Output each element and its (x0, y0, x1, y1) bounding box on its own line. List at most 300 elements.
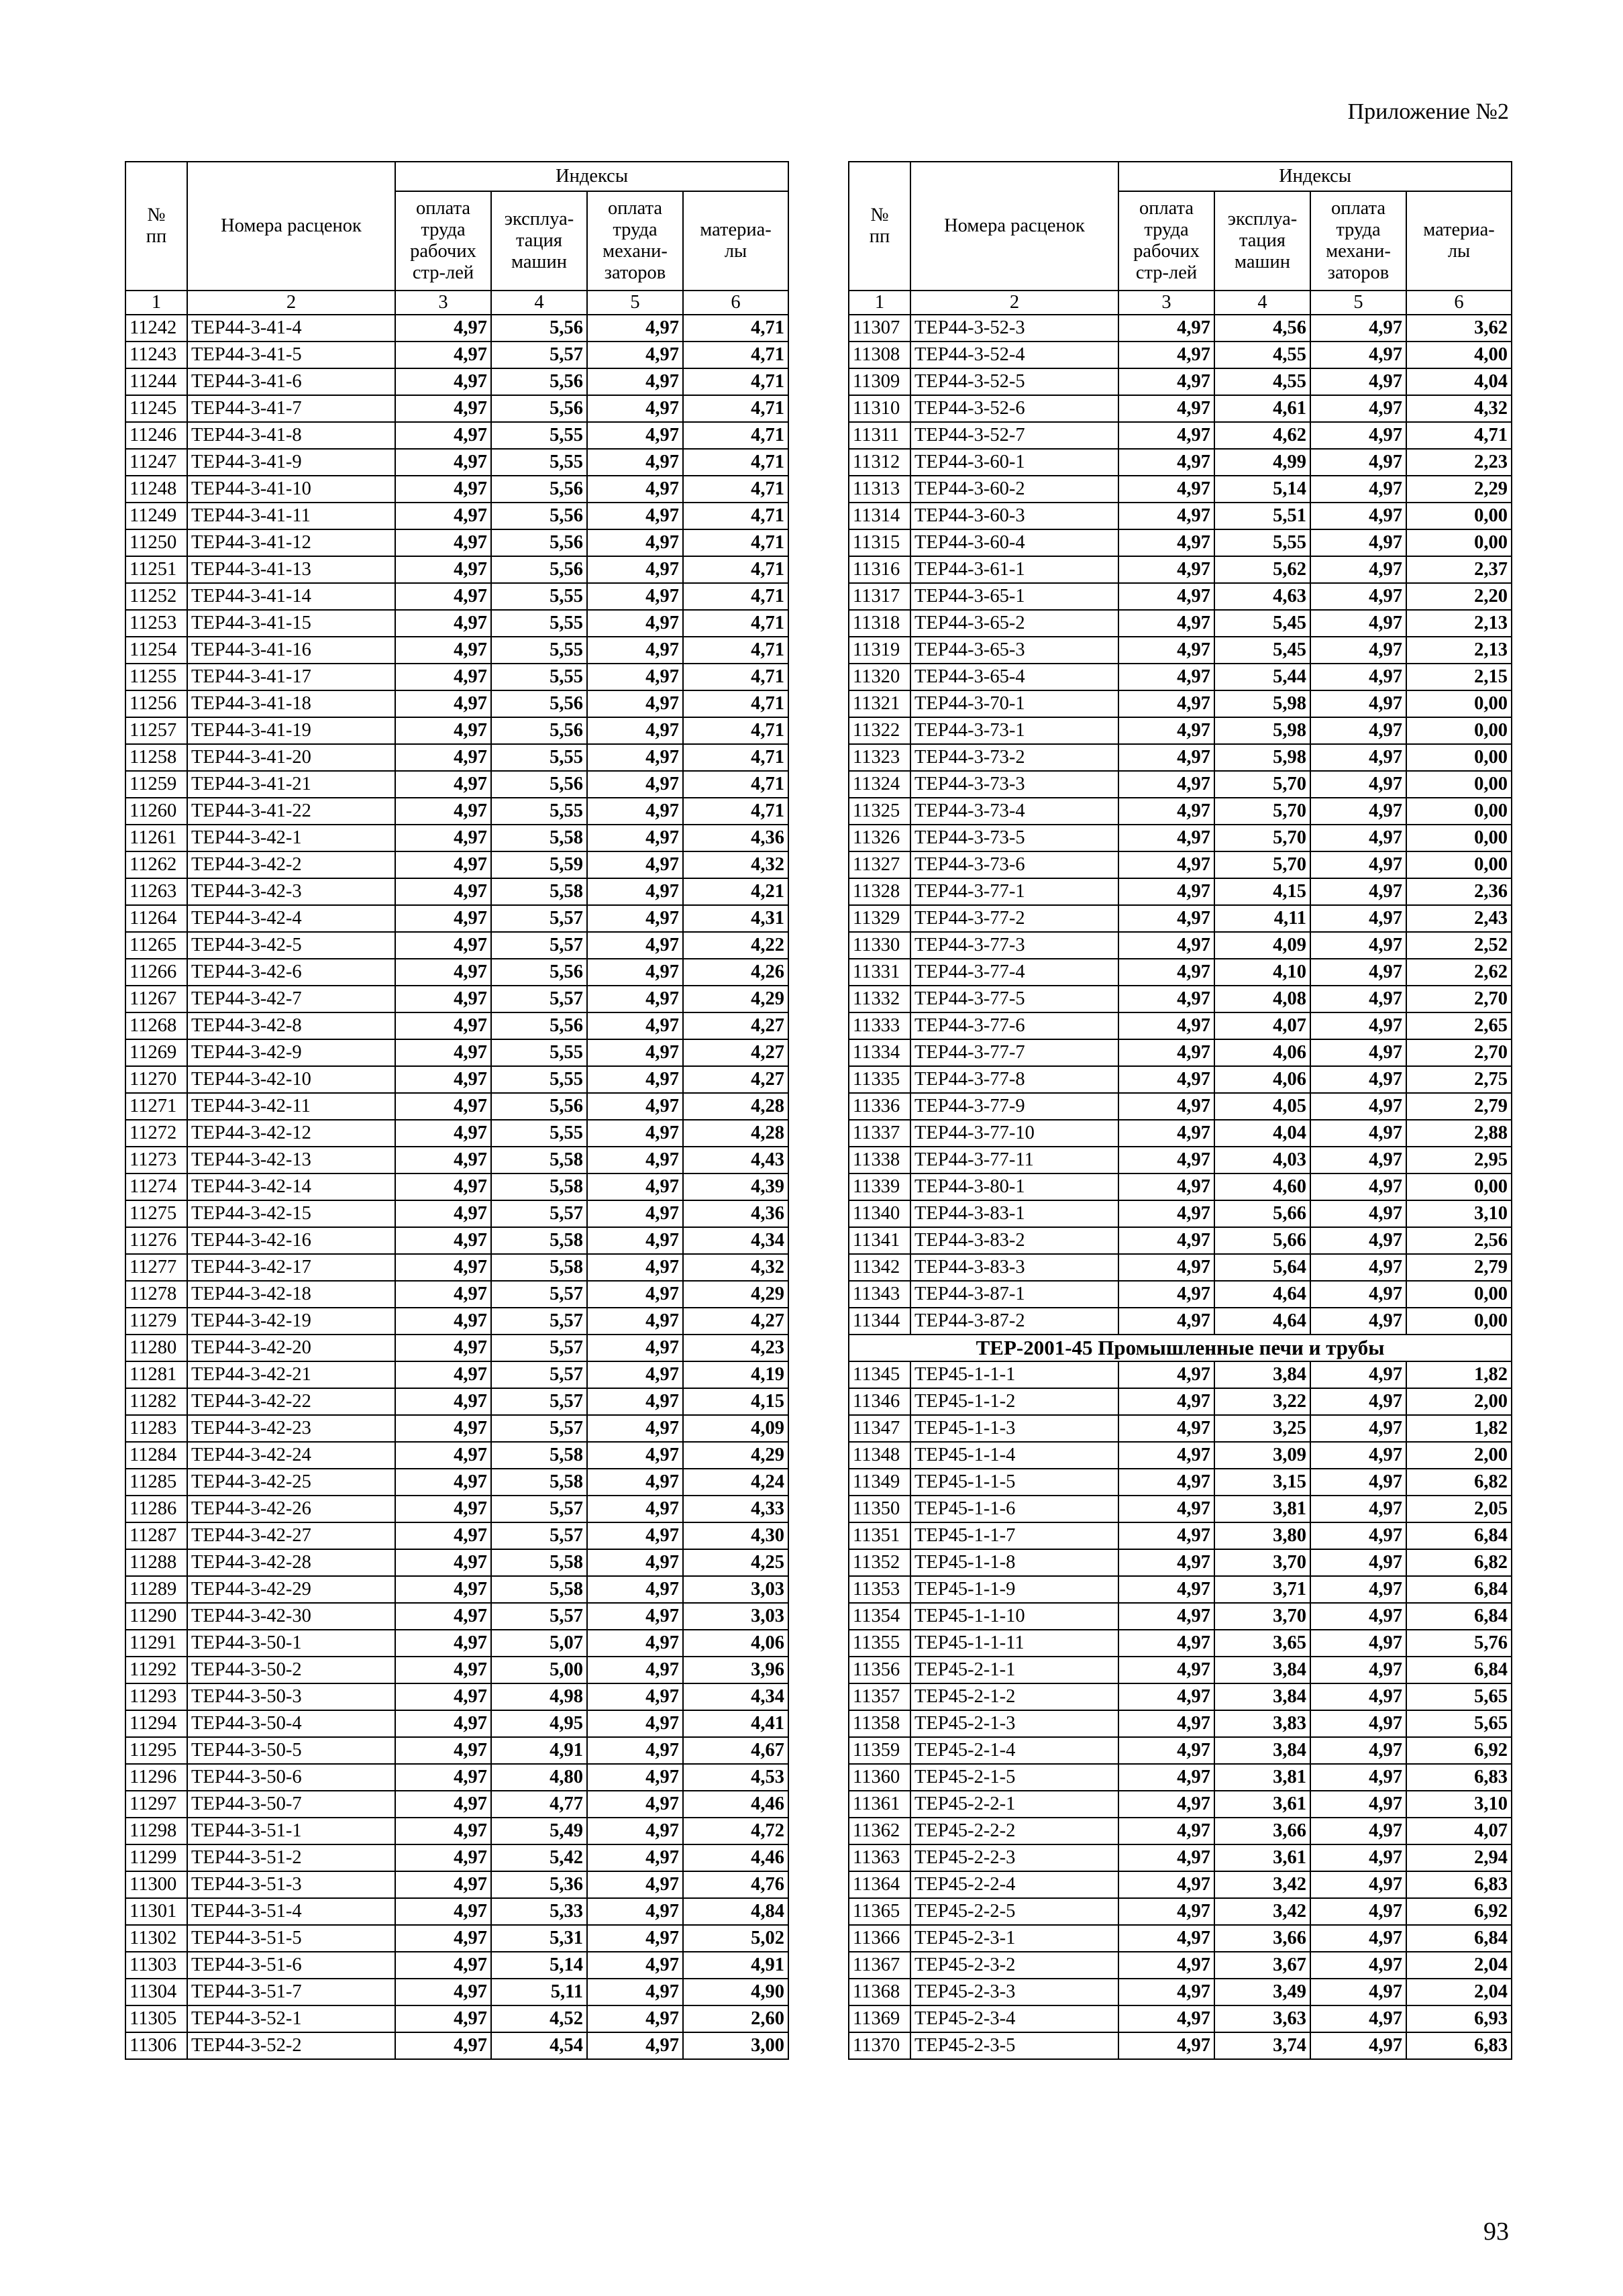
row-number: 11349 (849, 1469, 910, 1496)
index-table-left (125, 161, 789, 2060)
labor-machinists-index: 4,97 (587, 690, 683, 717)
table-row (125, 1200, 788, 1227)
row-number: 11336 (849, 1093, 910, 1120)
rate-code: ТЕР44-3-73-1 (910, 717, 1118, 744)
materials-index: 4,29 (683, 1442, 788, 1469)
machine-index: 5,57 (491, 1603, 587, 1630)
labor-machinists-index: 4,97 (1310, 1576, 1406, 1603)
table-row (125, 1173, 788, 1200)
labor-workers-index: 4,97 (1118, 1200, 1214, 1227)
table-row (849, 529, 1512, 556)
table-row (125, 1093, 788, 1120)
rate-code: ТЕР45-2-1-3 (910, 1710, 1118, 1737)
row-number: 11356 (849, 1657, 910, 1683)
row-number: 11267 (125, 986, 187, 1012)
machine-index: 5,56 (491, 771, 587, 798)
row-number: 11359 (849, 1737, 910, 1764)
rate-code: ТЕР44-3-41-6 (187, 368, 395, 395)
table-row (125, 932, 788, 959)
materials-index: 4,71 (683, 395, 788, 422)
table-row (125, 771, 788, 798)
row-number: 11255 (125, 664, 187, 690)
labor-workers-index: 4,97 (1118, 959, 1214, 986)
header-code (910, 162, 1118, 291)
table-row (125, 1737, 788, 1764)
rate-code: ТЕР44-3-42-11 (187, 1093, 395, 1120)
section-header-group (849, 1335, 1512, 1361)
labor-machinists-index: 4,97 (587, 2005, 683, 2032)
machine-index: 4,95 (491, 1710, 587, 1737)
labor-workers-index: 4,97 (395, 1335, 491, 1361)
table-row (125, 476, 788, 503)
labor-workers-index: 4,97 (395, 771, 491, 798)
header-machine-operation (491, 191, 587, 291)
row-number: 11302 (125, 1925, 187, 1952)
machine-index: 4,80 (491, 1764, 587, 1791)
rate-code: ТЕР44-3-42-7 (187, 986, 395, 1012)
materials-index: 2,13 (1406, 610, 1512, 637)
left-table-body (125, 315, 788, 2059)
materials-index: 2,00 (1406, 1388, 1512, 1415)
rate-code: ТЕР44-3-65-2 (910, 610, 1118, 637)
materials-index: 4,71 (683, 664, 788, 690)
machine-index: 3,63 (1214, 2005, 1310, 2032)
rate-code: ТЕР44-3-52-6 (910, 395, 1118, 422)
machine-index: 4,03 (1214, 1147, 1310, 1173)
rate-code: ТЕР44-3-87-1 (910, 1281, 1118, 1308)
row-number: 11345 (849, 1361, 910, 1388)
materials-index: 2,15 (1406, 664, 1512, 690)
row-number: 11256 (125, 690, 187, 717)
table-row (849, 2032, 1512, 2059)
machine-index: 5,98 (1214, 690, 1310, 717)
labor-workers-index: 4,97 (395, 1871, 491, 1898)
labor-machinists-index: 4,97 (1310, 878, 1406, 905)
materials-index: 4,71 (683, 583, 788, 610)
rate-code: ТЕР44-3-51-7 (187, 1979, 395, 2005)
rate-code: ТЕР44-3-73-5 (910, 825, 1118, 851)
row-number: 11304 (125, 1979, 187, 2005)
table-row (125, 1496, 788, 1522)
labor-machinists-index: 4,97 (1310, 1496, 1406, 1522)
materials-index: 4,22 (683, 932, 788, 959)
labor-machinists-index: 4,97 (1310, 798, 1406, 825)
table-row (125, 664, 788, 690)
machine-index: 5,55 (491, 637, 587, 664)
row-number: 11347 (849, 1415, 910, 1442)
row-number: 11252 (125, 583, 187, 610)
rate-code: ТЕР44-3-41-17 (187, 664, 395, 690)
row-number: 11318 (849, 610, 910, 637)
row-number: 11309 (849, 368, 910, 395)
labor-machinists-index: 4,97 (587, 583, 683, 610)
machine-index: 5,49 (491, 1818, 587, 1844)
machine-index: 5,70 (1214, 771, 1310, 798)
row-number: 11299 (125, 1844, 187, 1871)
materials-index: 2,56 (1406, 1227, 1512, 1254)
labor-workers-index: 4,97 (1118, 1254, 1214, 1281)
labor-workers-index: 4,97 (1118, 932, 1214, 959)
row-number: 11276 (125, 1227, 187, 1254)
table-row (849, 1496, 1512, 1522)
materials-index: 6,84 (1406, 1657, 1512, 1683)
column-number: 2 (187, 291, 395, 315)
machine-index: 5,55 (491, 422, 587, 449)
labor-workers-index: 4,97 (1118, 986, 1214, 1012)
machine-index: 4,98 (491, 1683, 587, 1710)
machine-index: 3,66 (1214, 1818, 1310, 1844)
row-number: 11246 (125, 422, 187, 449)
machine-index: 4,64 (1214, 1281, 1310, 1308)
labor-machinists-index: 4,97 (587, 1952, 683, 1979)
table-row (849, 583, 1512, 610)
labor-machinists-index: 4,97 (1310, 851, 1406, 878)
materials-index: 4,39 (683, 1173, 788, 1200)
materials-index: 3,10 (1406, 1200, 1512, 1227)
row-number: 11307 (849, 315, 910, 342)
materials-index: 6,84 (1406, 1522, 1512, 1549)
rate-code: ТЕР44-3-42-12 (187, 1120, 395, 1147)
labor-machinists-index: 4,97 (1310, 1630, 1406, 1657)
rate-code: ТЕР44-3-42-30 (187, 1603, 395, 1630)
rate-code: ТЕР44-3-83-3 (910, 1254, 1118, 1281)
materials-index: 4,25 (683, 1549, 788, 1576)
machine-index: 5,55 (491, 1120, 587, 1147)
table-row (849, 1308, 1512, 1335)
labor-workers-index: 4,97 (1118, 1871, 1214, 1898)
row-number: 11271 (125, 1093, 187, 1120)
materials-index: 4,71 (683, 315, 788, 342)
materials-index: 4,28 (683, 1120, 788, 1147)
table-row (125, 1549, 788, 1576)
rate-code: ТЕР44-3-42-9 (187, 1039, 395, 1066)
column-number: 3 (1118, 291, 1214, 315)
header-num-text: № пп (869, 205, 890, 247)
labor-workers-index: 4,97 (1118, 1442, 1214, 1469)
labor-machinists-index: 4,97 (1310, 503, 1406, 529)
materials-index: 2,79 (1406, 1254, 1512, 1281)
table-row (125, 315, 788, 342)
column-number: 6 (1406, 291, 1512, 315)
labor-workers-index: 4,97 (1118, 476, 1214, 503)
rate-code: ТЕР44-3-42-26 (187, 1496, 395, 1522)
labor-workers-index: 4,97 (395, 878, 491, 905)
table-row (849, 422, 1512, 449)
table-row (849, 449, 1512, 476)
rate-code: ТЕР45-2-3-2 (910, 1952, 1118, 1979)
labor-machinists-index: 4,97 (1310, 2005, 1406, 2032)
materials-index: 5,02 (683, 1925, 788, 1952)
table-row (125, 1066, 788, 1093)
table-row (849, 1818, 1512, 1844)
rate-code: ТЕР44-3-65-3 (910, 637, 1118, 664)
materials-index: 4,71 (683, 717, 788, 744)
materials-index: 2,29 (1406, 476, 1512, 503)
table-row (849, 905, 1512, 932)
table-row (125, 825, 788, 851)
machine-index: 3,84 (1214, 1657, 1310, 1683)
labor-workers-index: 4,97 (1118, 717, 1214, 744)
labor-workers-index: 4,97 (1118, 1522, 1214, 1549)
materials-index: 2,05 (1406, 1496, 1512, 1522)
table-row (125, 422, 788, 449)
machine-index: 5,36 (491, 1871, 587, 1898)
labor-workers-index: 4,97 (395, 1844, 491, 1871)
labor-workers-index: 4,97 (1118, 1120, 1214, 1147)
labor-machinists-index: 4,97 (587, 1120, 683, 1147)
machine-index: 5,56 (491, 395, 587, 422)
column-number: 5 (1310, 291, 1406, 315)
labor-workers-index: 4,97 (1118, 690, 1214, 717)
labor-machinists-index: 4,97 (587, 932, 683, 959)
materials-index: 4,72 (683, 1818, 788, 1844)
materials-index: 4,27 (683, 1039, 788, 1066)
machine-index: 5,11 (491, 1979, 587, 2005)
labor-machinists-index: 4,97 (1310, 1603, 1406, 1630)
table-row (125, 1361, 788, 1388)
table-row (125, 1227, 788, 1254)
machine-index: 5,57 (491, 932, 587, 959)
labor-machinists-index: 4,97 (587, 395, 683, 422)
row-number: 11254 (125, 637, 187, 664)
labor-machinists-index: 4,97 (587, 1898, 683, 1925)
materials-index: 4,04 (1406, 368, 1512, 395)
table-row (849, 1898, 1512, 1925)
rate-code: ТЕР44-3-83-2 (910, 1227, 1118, 1254)
row-number: 11282 (125, 1388, 187, 1415)
labor-workers-index: 4,97 (395, 529, 491, 556)
materials-index: 5,76 (1406, 1630, 1512, 1657)
table-row (125, 1469, 788, 1496)
machine-index: 3,65 (1214, 1630, 1310, 1657)
labor-machinists-index: 4,97 (1310, 1925, 1406, 1952)
row-number: 11354 (849, 1603, 910, 1630)
machine-index: 5,58 (491, 1254, 587, 1281)
rate-code: ТЕР44-3-77-1 (910, 878, 1118, 905)
table-row (125, 798, 788, 825)
table-row (125, 1898, 788, 1925)
materials-index: 5,65 (1406, 1710, 1512, 1737)
row-number: 11287 (125, 1522, 187, 1549)
labor-workers-index: 4,97 (395, 1737, 491, 1764)
rate-code: ТЕР44-3-42-25 (187, 1469, 395, 1496)
materials-index: 1,82 (1406, 1415, 1512, 1442)
materials-index: 0,00 (1406, 1281, 1512, 1308)
machine-index: 5,56 (491, 1012, 587, 1039)
materials-index: 4,71 (683, 449, 788, 476)
index-table-right (848, 161, 1512, 2060)
row-number: 11245 (125, 395, 187, 422)
labor-workers-index: 4,97 (395, 1308, 491, 1335)
table-row (849, 717, 1512, 744)
materials-index: 4,71 (683, 798, 788, 825)
machine-index: 5,98 (1214, 744, 1310, 771)
table-row (849, 690, 1512, 717)
labor-machinists-index: 4,97 (1310, 1093, 1406, 1120)
materials-index: 4,07 (1406, 1818, 1512, 1844)
materials-index: 4,32 (683, 851, 788, 878)
row-number: 11275 (125, 1200, 187, 1227)
materials-index: 4,19 (683, 1361, 788, 1388)
labor-workers-index: 4,97 (1118, 1764, 1214, 1791)
row-number: 11358 (849, 1710, 910, 1737)
labor-workers-index: 4,97 (395, 1818, 491, 1844)
labor-workers-index: 4,97 (395, 1442, 491, 1469)
row-number: 11361 (849, 1791, 910, 1818)
labor-machinists-index: 4,97 (1310, 2032, 1406, 2059)
labor-workers-index: 4,97 (395, 368, 491, 395)
row-number: 11270 (125, 1066, 187, 1093)
labor-workers-index: 4,97 (395, 449, 491, 476)
labor-workers-index: 4,97 (395, 1630, 491, 1657)
labor-machinists-index: 4,97 (1310, 1200, 1406, 1227)
row-number: 11257 (125, 717, 187, 744)
column-number: 3 (395, 291, 491, 315)
row-number: 11296 (125, 1764, 187, 1791)
machine-index: 5,56 (491, 1093, 587, 1120)
table-row (125, 1388, 788, 1415)
labor-workers-index: 4,97 (1118, 610, 1214, 637)
rate-code: ТЕР44-3-42-22 (187, 1388, 395, 1415)
table-row (849, 1710, 1512, 1737)
labor-machinists-index: 4,97 (1310, 1979, 1406, 2005)
row-number: 11364 (849, 1871, 910, 1898)
machine-index: 4,91 (491, 1737, 587, 1764)
materials-index: 2,88 (1406, 1120, 1512, 1147)
row-number: 11328 (849, 878, 910, 905)
labor-machinists-index: 4,97 (587, 771, 683, 798)
row-number: 11250 (125, 529, 187, 556)
table-row (849, 744, 1512, 771)
rate-code: ТЕР44-3-70-1 (910, 690, 1118, 717)
row-number: 11294 (125, 1710, 187, 1737)
labor-workers-index: 4,97 (1118, 1496, 1214, 1522)
table-row (125, 1710, 788, 1737)
labor-machinists-index: 4,97 (587, 905, 683, 932)
labor-workers-index: 4,97 (1118, 1576, 1214, 1603)
row-number: 11316 (849, 556, 910, 583)
labor-workers-index: 4,97 (1118, 368, 1214, 395)
table-row (849, 664, 1512, 690)
materials-index: 4,36 (683, 1200, 788, 1227)
row-number: 11340 (849, 1200, 910, 1227)
row-number: 11306 (125, 2032, 187, 2059)
table-row (125, 1335, 788, 1361)
header-indices (1118, 162, 1512, 191)
labor-workers-index: 4,97 (1118, 1603, 1214, 1630)
labor-workers-index: 4,97 (395, 1898, 491, 1925)
row-number: 11262 (125, 851, 187, 878)
row-number: 11331 (849, 959, 910, 986)
table-row (125, 878, 788, 905)
labor-workers-index: 4,97 (395, 1388, 491, 1415)
row-number: 11370 (849, 2032, 910, 2059)
machine-index: 5,57 (491, 1308, 587, 1335)
column-number: 6 (683, 291, 788, 315)
row-number: 11289 (125, 1576, 187, 1603)
machine-index: 4,55 (1214, 342, 1310, 368)
header-materials (1406, 191, 1512, 291)
machine-index: 4,63 (1214, 583, 1310, 610)
labor-machinists-index: 4,97 (1310, 905, 1406, 932)
machine-index: 5,55 (491, 1039, 587, 1066)
rate-code: ТЕР44-3-77-7 (910, 1039, 1118, 1066)
table-row (125, 1254, 788, 1281)
rate-code: ТЕР44-3-42-14 (187, 1173, 395, 1200)
table-row (849, 1683, 1512, 1710)
machine-index: 5,14 (491, 1952, 587, 1979)
row-number: 11329 (849, 905, 910, 932)
labor-machinists-index: 4,97 (587, 1630, 683, 1657)
table-row (125, 1012, 788, 1039)
row-number: 11242 (125, 315, 187, 342)
labor-machinists-index: 4,97 (1310, 476, 1406, 503)
row-number: 11342 (849, 1254, 910, 1281)
row-number: 11268 (125, 1012, 187, 1039)
machine-index: 4,56 (1214, 315, 1310, 342)
row-number: 11305 (125, 2005, 187, 2032)
labor-workers-index: 4,97 (395, 1469, 491, 1496)
labor-machinists-index: 4,97 (1310, 1361, 1406, 1388)
materials-index: 4,00 (1406, 342, 1512, 368)
table-row (849, 1952, 1512, 1979)
row-number: 11283 (125, 1415, 187, 1442)
labor-workers-index: 4,97 (1118, 342, 1214, 368)
rate-code: ТЕР45-2-2-5 (910, 1898, 1118, 1925)
section-header-row (849, 1335, 1512, 1361)
rate-code: ТЕР45-2-2-2 (910, 1818, 1118, 1844)
labor-workers-index: 4,97 (395, 1093, 491, 1120)
table-row (849, 825, 1512, 851)
table-row (849, 1442, 1512, 1469)
materials-index: 4,90 (683, 1979, 788, 2005)
rate-code: ТЕР44-3-51-5 (187, 1925, 395, 1952)
row-number: 11292 (125, 1657, 187, 1683)
materials-index: 6,82 (1406, 1469, 1512, 1496)
table-row (849, 1147, 1512, 1173)
labor-workers-index: 4,97 (1118, 1737, 1214, 1764)
labor-workers-index: 4,97 (1118, 1361, 1214, 1388)
labor-workers-index: 4,97 (395, 1764, 491, 1791)
row-number: 11350 (849, 1496, 910, 1522)
table-row (849, 556, 1512, 583)
table-row (849, 1603, 1512, 1630)
machine-index: 5,56 (491, 503, 587, 529)
rate-code: ТЕР44-3-87-2 (910, 1308, 1118, 1335)
labor-machinists-index: 4,97 (587, 1415, 683, 1442)
table-row (849, 851, 1512, 878)
materials-index: 3,10 (1406, 1791, 1512, 1818)
machine-index: 5,45 (1214, 610, 1310, 637)
row-number: 11284 (125, 1442, 187, 1469)
column-number: 2 (910, 291, 1118, 315)
labor-workers-index: 4,97 (395, 1683, 491, 1710)
rate-code: ТЕР44-3-41-21 (187, 771, 395, 798)
labor-workers-index: 4,97 (1118, 905, 1214, 932)
rate-code: ТЕР44-3-52-3 (910, 315, 1118, 342)
rate-code: ТЕР45-2-3-3 (910, 1979, 1118, 2005)
labor-workers-index: 4,97 (395, 1200, 491, 1227)
header-materials-text: материа- лы (1423, 219, 1495, 262)
table-row (849, 368, 1512, 395)
machine-index: 5,51 (1214, 503, 1310, 529)
materials-index: 0,00 (1406, 798, 1512, 825)
rate-code: ТЕР45-2-2-3 (910, 1844, 1118, 1871)
labor-machinists-index: 4,97 (1310, 1308, 1406, 1335)
row-number: 11301 (125, 1898, 187, 1925)
labor-machinists-index: 4,97 (1310, 1066, 1406, 1093)
table-row (125, 368, 788, 395)
